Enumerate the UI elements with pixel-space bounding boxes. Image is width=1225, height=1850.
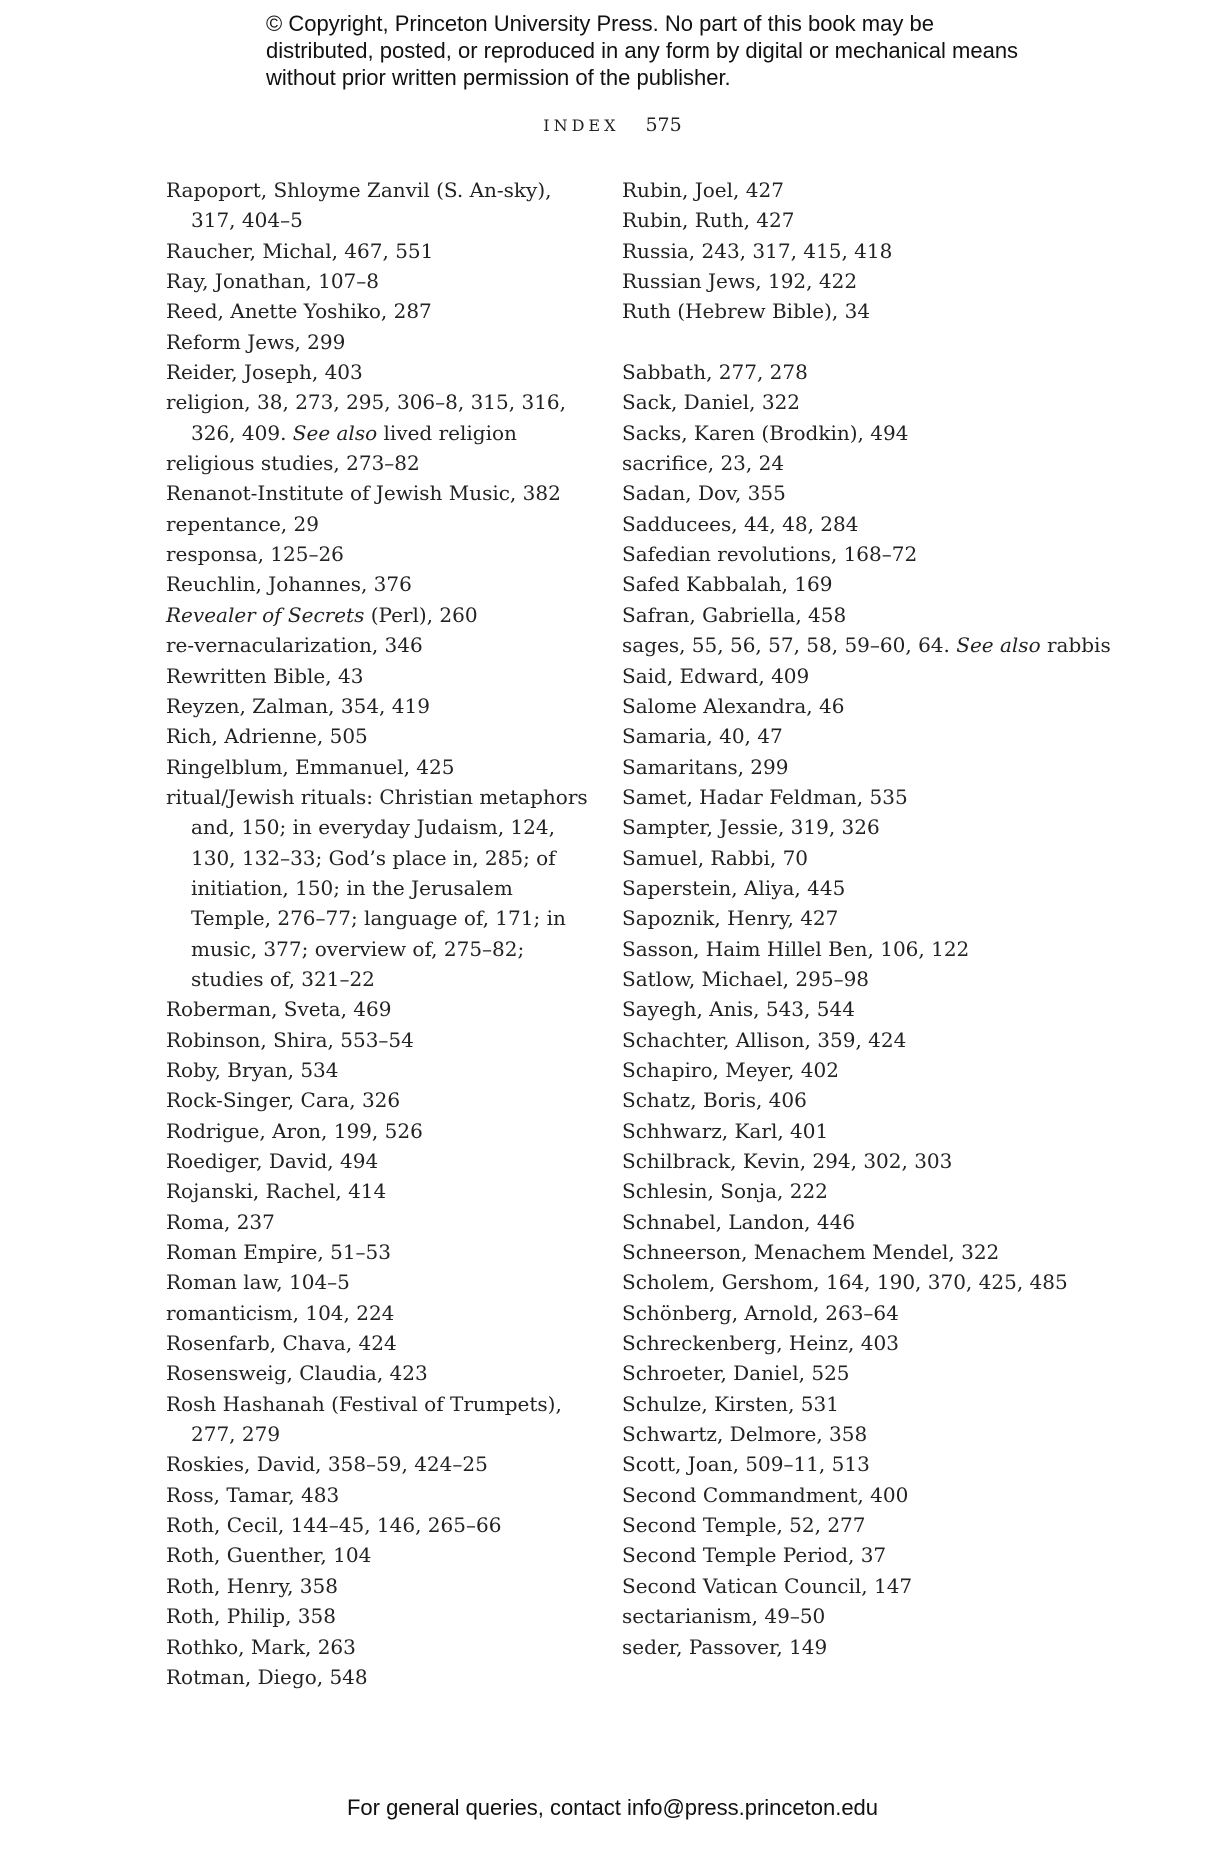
index-entry: religious studies, 273–82 [166,451,420,476]
index-entry: Renanot-Institute of Jewish Music, 382 [166,481,561,506]
index-entry: Schreckenberg, Heinz, 403 [622,1331,899,1356]
index-entry: Second Vatican Council, 147 [622,1573,913,1598]
index-entry: Saperstein, Aliya, 445 [622,875,846,900]
index-entry: Rotman, Diego, 548 [166,1664,368,1689]
index-entry: responsa, 125–26 [166,542,344,567]
index-entry: Schwartz, Delmore, 358 [622,1422,868,1447]
index-entry: Rosensweig, Claudia, 423 [166,1361,428,1386]
index-entry: Scholem, Gershom, 164, 190, 370, 425, 485 [622,1270,1068,1295]
index-entry: Ross, Tamar, 483 [166,1482,340,1507]
index-entry: re-vernacularization, 346 [166,633,423,658]
index-entry: Rich, Adrienne, 505 [166,724,368,749]
index-entry: Rosenfarb, Chava, 424 [166,1331,397,1356]
index-entry: Schapiro, Meyer, 402 [622,1057,839,1082]
index-entry: Rubin, Ruth, 427 [622,208,795,233]
index-entry: Safran, Gabriella, 458 [622,602,847,627]
index-entry: Schilbrack, Kevin, 294, 302, 303 [622,1149,953,1173]
index-entry: Roby, Bryan, 534 [166,1057,339,1082]
running-head [0,114,1225,136]
index-entry: Rojanski, Rachel, 414 [166,1179,387,1204]
index-entry: Samet, Hadar Feldman, 535 [622,784,908,809]
index-entry: Sack, Daniel, 322 [622,390,801,415]
index-entry: Sacks, Karen (Brodkin), 494 [622,420,909,445]
index-column-right [622,175,1111,1662]
index-entry: Schroeter, Daniel, 525 [622,1361,850,1386]
index-entry: Reed, Anette Yoshiko, 287 [166,299,432,324]
index-entry: Russian Jews, 192, 422 [622,269,858,294]
index-entry: Roth, Henry, 358 [166,1573,338,1598]
index-entry: seder, Passover, 149 [622,1634,828,1659]
index-entry: Roberman, Sveta, 469 [166,997,392,1022]
index-entry: Second Temple, 52, 277 [622,1513,866,1538]
index-entry: Reider, Joseph, 403 [166,360,363,385]
index-entry: Sapoznik, Henry, 427 [622,906,839,931]
index-entry: Safed Kabbalah, 169 [622,572,833,597]
index-entry: Second Commandment, 400 [622,1482,909,1507]
index-entry: romanticism, 104, 224 [166,1300,395,1325]
index-entry: Rubin, Joel, 427 [622,178,784,202]
index-entry: Ruth (Hebrew Bible), 34 [622,299,871,324]
running-head-label: INDEX [543,116,620,135]
index-entry: Sadan, Dov, 355 [622,481,786,506]
index-entry: Roman law, 104–5 [166,1270,350,1295]
index-entry: Sayegh, Anis, 543, 544 [622,997,855,1022]
index-entry: Sampter, Jessie, 319, 326 [622,815,880,840]
index-entry: Reuchlin, Johannes, 376 [166,572,412,597]
index-entry: Schatz, Boris, 406 [622,1088,807,1113]
index-entry: Second Temple Period, 37 [622,1543,887,1568]
section-gap [622,327,1102,357]
index-entry: Roth, Philip, 358 [166,1604,336,1629]
index-entry: Roma, 237 [166,1209,275,1234]
index-entry: Samuel, Rabbi, 70 [622,845,809,870]
index-entry: Ray, Jonathan, 107–8 [166,269,379,294]
index-entry: Samaritans, 299 [622,754,789,779]
index-entry: Scott, Joan, 509–11, 513 [622,1452,870,1477]
index-entry: Schhwarz, Karl, 401 [622,1118,829,1143]
index-entry: Roskies, David, 358–59, 424–25 [166,1452,488,1477]
index-entry: Schneerson, Menachem Mendel, 322 [622,1240,1000,1265]
index-entry: Rosh Hashanah (Festival of Trumpets), 277, 279 [166,1391,562,1447]
index-entry: Roth, Cecil, 144–45, 146, 265–66 [166,1513,502,1538]
page-number: 575 [645,114,682,136]
copyright-notice: © Copyright, Princeton University Press. No part of this book may be distributed, posted, or reproduced in any form by digital or mechanical means without prior written permission of the publisher. [266,11,1019,90]
index-entry: Schlesin, Sonja, 222 [622,1179,828,1204]
index-entry: ritual/Jewish rituals: Christian metaphors and, 150; in everyday Judaism, 124, 130, 132–33; God’s place in, 285; of initiation, 150; in the Jerusalem Temple, 276–77; language of, 171; in music, 377; overview of, 275–82; studies of, 321–22 [166,784,588,991]
index-entry: Samaria, 40, 47 [622,724,783,749]
index-entry: Schönberg, Arnold, 263–64 [622,1300,899,1325]
index-entry: religion, 38, 273, 295, 306–8, 315, 316, 326, 409. See also lived religion [166,390,566,445]
index-entry: Rothko, Mark, 263 [166,1634,356,1659]
index-column-left [166,175,596,1692]
index-entry: Raucher, Michal, 467, 551 [166,238,434,263]
index-entry: Sasson, Haim Hillel Ben, 106, 122 [622,936,970,961]
index-entry: Reyzen, Zalman, 354, 419 [166,693,430,718]
index-entry: Reform Jews, 299 [166,329,346,354]
index-entry: Rock-Singer, Cara, 326 [166,1088,401,1113]
index-entry: Ringelblum, Emmanuel, 425 [166,754,455,779]
index-entry: Salome Alexandra, 46 [622,693,845,718]
index-entry: Roman Empire, 51–53 [166,1240,391,1265]
index-entry: Revealer of Secrets (Perl), 260 [166,602,478,627]
index-entry: Schachter, Allison, 359, 424 [622,1027,907,1052]
index-entry: Satlow, Michael, 295–98 [622,966,870,991]
index-entry: sages, 55, 56, 57, 58, 59–60, 64. See also rabbis [622,633,1111,658]
index-entry: Russia, 243, 317, 415, 418 [622,238,893,263]
index-entry: Sabbath, 277, 278 [622,360,808,385]
index-entry: Safedian revolutions, 168–72 [622,542,918,567]
index-section-s [622,357,1111,1662]
index-entry: Said, Edward, 409 [622,663,810,688]
index-entry: Sadducees, 44, 48, 284 [622,511,859,536]
index-entry: Rewritten Bible, 43 [166,663,364,688]
index-entry: Schulze, Kirsten, 531 [622,1391,839,1416]
footer-contact: For general queries, contact info@press.princeton.edu [346,1795,879,1820]
index-section-r-continued [622,175,1102,327]
index-entry: sectarianism, 49–50 [622,1604,826,1629]
index-entry: Rodrigue, Aron, 199, 526 [166,1118,423,1143]
index-entry: Rapoport, Shloyme Zanvil (S. An-sky), 317, 404–5 [166,178,552,233]
index-entry: repentance, 29 [166,511,319,536]
index-entry: Roth, Guenther, 104 [166,1543,372,1568]
index-entry: Schnabel, Landon, 446 [622,1209,856,1234]
index-entry: Roediger, David, 494 [166,1149,379,1173]
index-entry: sacrifice, 23, 24 [622,451,785,476]
index-entry: Robinson, Shira, 553–54 [166,1027,414,1052]
